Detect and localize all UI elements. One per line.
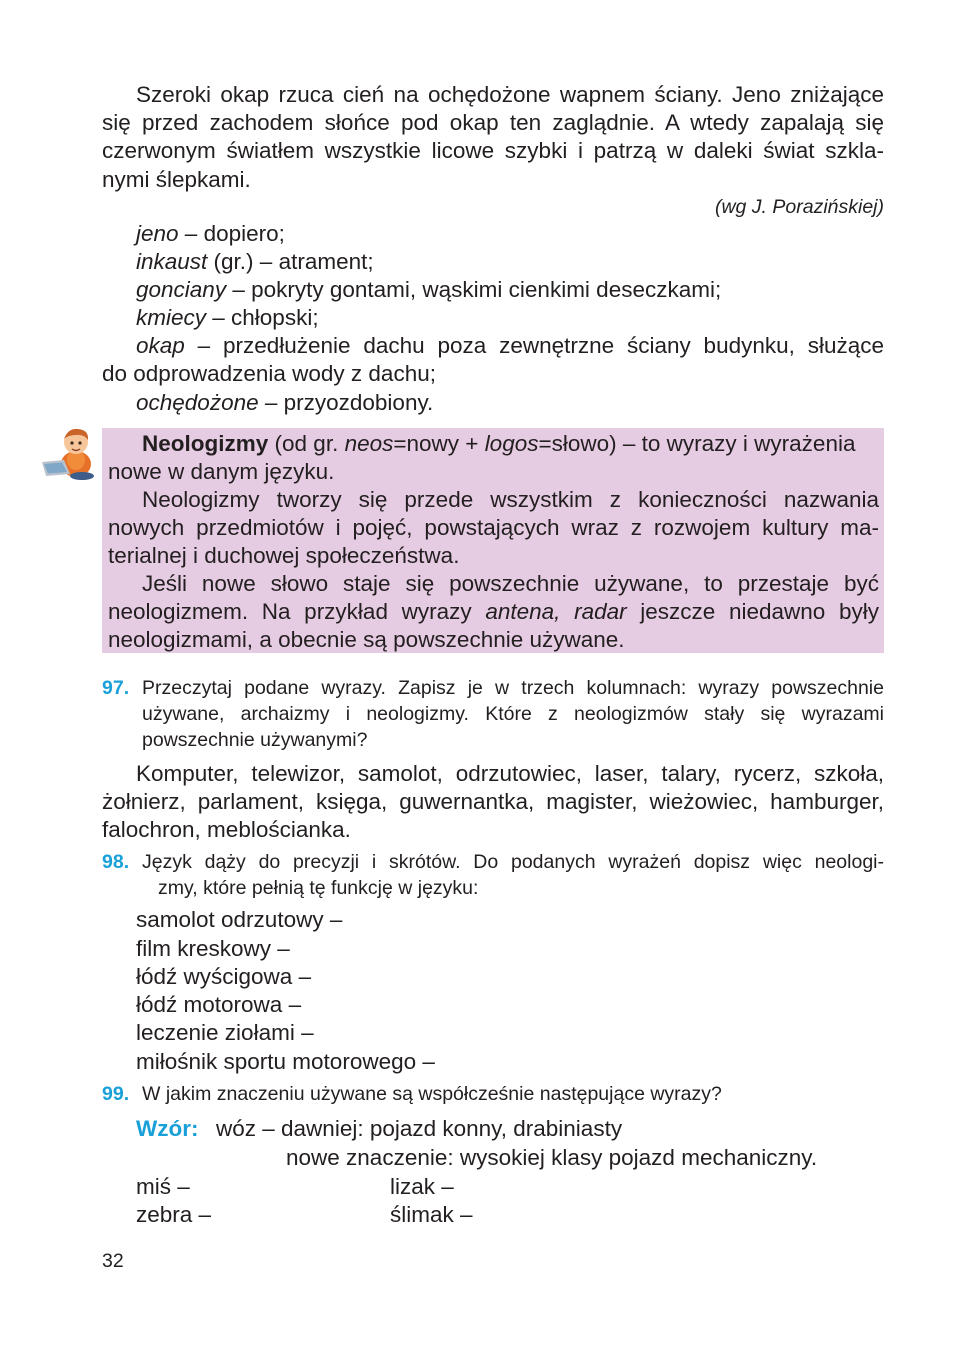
intro-line-3: czerwonym światłem wszystkie licowe szybki i patrzą w daleki świat szkla- bbox=[102, 138, 884, 163]
intro-line-1: Szeroki okap rzuca cień na ochędożone wapnem ściany. Jeno zniżające bbox=[136, 82, 884, 107]
glossary-item: inkaust (gr.) – atrament; bbox=[136, 249, 374, 274]
exercise-97-number: 97. bbox=[102, 677, 130, 699]
example-line: nowe znaczenie: wysokiej klasy pojazd mechaniczny. bbox=[286, 1145, 818, 1170]
exercise-99-item: lizak – bbox=[390, 1174, 454, 1199]
exercise-98-number: 98. bbox=[102, 851, 130, 873]
exercise-99-item: ślimak – bbox=[390, 1202, 473, 1227]
box-line-5: terialnej i duchowej społeczeństwa. bbox=[108, 543, 460, 568]
exercise-97-instruction: Przeczytaj podane wyrazy. Zapisz je w trzech kolumnach: wyrazy powszechnie bbox=[142, 677, 884, 699]
box-line-4: nowych przedmiotów i pojęć, powstających wraz z rozwojem kultury ma- bbox=[108, 515, 879, 540]
glossary-item: kmiecy – chłopski; bbox=[136, 305, 319, 330]
example-label: Wzór: bbox=[136, 1116, 199, 1141]
exercise-98-item: łódź wyścigowa – bbox=[136, 964, 312, 989]
example-line: wóz – dawniej: pojazd konny, drabiniasty bbox=[216, 1116, 623, 1141]
glossary-item: okap – przedłużenie dachu poza zewnętrzne ściany budynku, służące bbox=[136, 333, 884, 358]
exercise-99-instruction: W jakim znaczeniu używane są współcześnie następujące wyrazy? bbox=[142, 1083, 722, 1105]
exercise-97-words: żołnierz, parlament, księga, guwernantka, magister, wieżowiec, hamburger, bbox=[102, 789, 884, 814]
box-line-2: nowe w danym języku. bbox=[108, 459, 335, 484]
exercise-98-item: łódź motorowa – bbox=[136, 992, 302, 1017]
exercise-98-instruction: Język dąży do precyzji i skrótów. Do podanych wyrażeń dopisz więc neologi- bbox=[142, 851, 884, 873]
exercise-98-item: samolot odrzutowy – bbox=[136, 907, 343, 932]
box-line-1: Neologizmy (od gr. neos=nowy + logos=słowo) – to wyrazy i wyrażenia bbox=[142, 431, 856, 456]
box-line-3: Neologizmy tworzy się przede wszystkim z konieczności nazwania bbox=[142, 487, 879, 512]
exercise-98-item: leczenie ziołami – bbox=[136, 1020, 314, 1045]
intro-line-4: nymi ślepkami. bbox=[102, 167, 251, 192]
box-line-7: neologizmem. Na przykład wyrazy antena, radar jeszcze niedawno były bbox=[108, 599, 880, 624]
glossary-item: ochędożone – przyozdobiony. bbox=[136, 390, 434, 415]
exercise-97-instruction: powszechnie używanymi? bbox=[142, 729, 368, 751]
exercise-97-instruction: używane, archaizmy i neologizmy. Które z neologizmów stały się wyrazami bbox=[142, 703, 884, 725]
exercise-99-number: 99. bbox=[102, 1083, 130, 1105]
box-line-6: Jeśli nowe słowo staje się powszechnie używane, to przestaje być bbox=[142, 571, 879, 596]
exercise-99-item: miś – bbox=[136, 1174, 190, 1199]
glossary-item: gonciany – pokryty gontami, wąskimi cienkimi deseczkami; bbox=[136, 277, 722, 302]
source-citation: (wg J. Porazińskiej) bbox=[714, 196, 884, 218]
glossary-item: jeno – dopiero; bbox=[136, 221, 285, 246]
intro-line-2: się przed zachodem słońce pod okap ten zaglądnie. A wtedy zapalają się bbox=[102, 110, 884, 135]
box-line-8: neologizmami, a obecnie są powszechnie używane. bbox=[108, 627, 625, 652]
exercise-98-item: miłośnik sportu motorowego – bbox=[136, 1049, 435, 1074]
exercise-98-instruction: zmy, które pełnią tę funkcję w języku: bbox=[158, 877, 479, 899]
exercise-99-item: zebra – bbox=[136, 1202, 212, 1227]
exercise-97-words: Komputer, telewizor, samolot, odrzutowiec, laser, talary, rycerz, szkoła, bbox=[136, 761, 884, 786]
boy-with-laptop-icon bbox=[38, 424, 102, 482]
exercise-98-item: film kreskowy – bbox=[136, 936, 290, 961]
glossary-item-continuation: do odprowadzenia wody z dachu; bbox=[102, 361, 436, 386]
neologisms-term: Neologizmy bbox=[142, 431, 269, 456]
exercise-97-words: falochron, meblościanka. bbox=[102, 817, 351, 842]
page-number: 32 bbox=[102, 1250, 124, 1272]
